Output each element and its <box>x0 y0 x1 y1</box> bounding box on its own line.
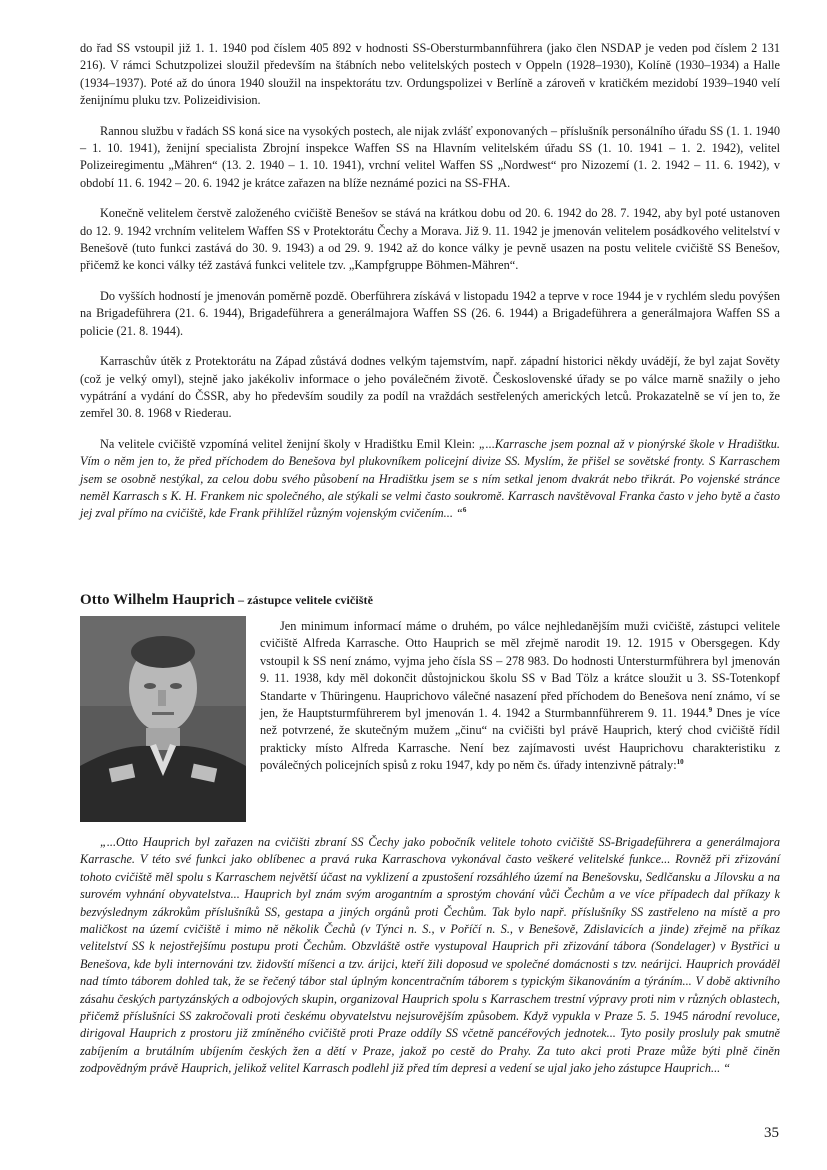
quote-klein <box>80 436 780 523</box>
paragraph-2: Rannou službu v řadách SS koná sice na vysokých postech, ale nijak zvlášť exponovaných – příslušník personálního úřadu SS (1. 1. 1940 – 1. 10. 1941), ženijní specialista Zbrojní inspekce Waffen SS na Hlavním velitelském úřadu SS (1. 10. 1941 – 1. 2. 1942), velitel Polizeiregimentu „Mähren“ (13. 2. 1940 – 1. 10. 1941), vrchní velitel Waffen SS „Nordwest“ pro Nizozemí (1. 2. 1942 – 11. 6. 1942), v období 11. 6. 1942 – 20. 6. 1942 je krátce zařazen na blíže neznámé pozici na SS-FHA. <box>80 123 780 190</box>
portrait-photo <box>80 616 246 822</box>
hauprich-section <box>80 590 780 1078</box>
quote-klein-text: „...Karrasche jsem poznal až v pionýrské škole v Hradištku. Vím o něm jen to, že před příchodem do Benešova byl plukovníkem policejní divize SS. Myslím, že přišel se sovětské fronty. S Karraschem jsem se osobně nestýkal, za celou dobu svého působení na Hradištku jsem se s ním setkal jenom dvakrát nebo třikrát. Po vojenské stránce neměl Karrasch s K. H. Frankem nic společného, ale stýkali se velmi často soukromě. Karrasch navštěvoval Franka často v jeho bytě a často jej zval přímo na cvičiště, kde Frank přihlížel různým vojenským cvičením... “ <box>80 436 780 521</box>
section-body-a: Jen minimum informací máme o druhém, po válce nejhledanějším muži cvičiště, zástupci velitele cvičiště Alfreda Karrasche. Otto Hauprich se měl zřejmě narodit 19. 12. 1915 v Obersgegen. Kdy vstoupil k SS není známo, vyjma jeho čísla SS – 278 983. Do hodnosti Untersturmführera byl jmenován 9. 11. 1938, kdy měl dokončit důstojnickou školu SS v Bad Tölz a krátce sloužit u 3. SS-Totenkopf Standarte v Thüringenu. Hauprichovo válečné nasazení před příchodem do Benešova není známo, ví se jen, že Hauptsturmführerem byl jmenován 1. 4. 1942 a Sturmbannführerem 9. 11. 1944. <box>260 619 780 721</box>
quote-police-report: „...Otto Hauprich byl zařazen na cvičišti zbraní SS Čechy jako pobočník velitele tohoto cvičiště SS-Brigadeführera a generálmajora Karrasche. V této své funkci jako oblíbenec a pravá ruka Karraschova vykonával často veškeré velitelské funkce... Rovněž při zřizování tohoto cvičiště měl spolu s Karraschem největší účast na vyklizení a zpustošení rozsáhlého území na Benešovsku, Sedlčansku a Jílovsku a na surovém vyhnání obyvatelstva... Hauprich byl znám svým arogantním a sprostým chování vůči Čechům a ve více případech dal příkazy k bezvýslednym zákrokům příslušníků SS, gestapa a jiných orgánů proti Čechům. Tak bylo např. příslušníky SS zastřeleno na místě a pro maličkost na území cvičiště i mimo ně několik Čechů (v Týnci n. S., v Poříčí n. S., v Benešově, Zdislavicích a jinde) zřejmě na příkaz velitelství SS k nejostřejšímu postupu proti Čechům. Obzvláště ostře vystupoval Hauprich při zřizování tábora (Sondelager) v Bystřici u Benešova, kde byli internováni tzv. židovští míšenci a tzv. árijci, kteří žili doposud ve společné domácnosti s tzv. neárijci. Hauprich prováděl nad tímto táborem dohled tak, že se řečený tábor stal úplným koncentračním táborem s typickým šikanováním a týráním... V době aktivního zásahu českých partyzánských a odbojových skupin, organizoval Hauprich spolu s Karraschem trestní výpravy proti nim v různých oblastech, přičemž příslušníci SS zakročovali proti českému obyvatelstvu nejsurovějším způsobem. Když vypukla v Praze 5. 5. 1945 národní revoluce, dirigoval Hauprich z prostoru již zmíněného cvičiště proti Praze oddíly SS včetně pancéřových jednotek... Tyto posily prosluly pak smutně zabíjením a brutálním ubíjením českých žen a dětí v Praze, jakož po cestě do Prahy. Za tuto akci proti Praze může býti plně činěn zodpovědným právě Hauprich, jelikož velitel Karrasch podlehl již před tím depresi a vedení se ujal jako jeho zástupce Hauprich... “ <box>80 835 780 1076</box>
section-body-b: Dnes je více než potvrzené, že skutečným mužem „činu“ na cvičišti byl právě Hauprich, který chod cvičiště řídil prakticky místo Alfreda Karrasche. Není bez zajímavosti uvést Hauprichovu charakteristiku z poválečných policejních spisů z roku 1947, kdy po něm čs. úřady intenzivně pátraly: <box>260 706 780 773</box>
footnote-ref-9: 9 <box>708 705 713 714</box>
quote-klein-lead: Na velitele cvičiště vzpomíná velitel ženijní školy v Hradištku Emil Klein: <box>100 436 479 451</box>
page-body <box>80 40 780 523</box>
paragraph-1: do řad SS vstoupil již 1. 1. 1940 pod číslem 405 892 v hodnosti SS-Obersturmbannführera (jako člen NSDAP je veden pod číslem 2 131 216). V rámci Schutzpolizei sloužil především na štábních nebo velitelských postech v Oppeln (1928–1930), Kolíně (1930–1934) a Halle (1934–1937). Poté až do února 1940 sloužil na inspektorátu tzv. Ordungspolizei v Berlíně a zároveň v kratičkém mezidobí 1939–1940 velí ženijnímu pluku tzv. Polizeidivision. <box>80 41 780 108</box>
section-title-name: Otto Wilhelm Hauprich <box>80 592 235 608</box>
paragraph-4: Do vyšších hodností je jmenován poměrně pozdě. Oberführera získává v listopadu 1942 a teprve v roce 1944 je v rychlém sledu povýšen na Brigadeführera (21. 6. 1944), Brigadeführera a generálmajora Waffen SS (26. 6. 1944) a Brigadeführera a generálmajora Waffen SS a policie (21. 8. 1944). <box>80 288 780 338</box>
section-title <box>80 590 780 610</box>
footnote-ref-10: 10 <box>676 758 684 767</box>
paragraph-3: Konečně velitelem čerstvě založeného cvičiště Benešov se stává na krátkou dobu od 20. 6. 1942 do 28. 7. 1942, aby byl poté ustanoven do 12. 9. 1942 vrchním velitelem Waffen SS v Protektorátu Čechy a Morava. Již 9. 11. 1942 je jmenován velitelem posádkového velitelství v Benešově (tuto funkci zastává do 30. 9. 1943) a od 29. 9. 1942 až do konce války je pevně usazen na postu velitele cvičiště SS Benešov, přičemž ke konci války též zastává funkci velitele tzv. „Kampfgruppe Böhmen-Mähren“. <box>80 206 780 273</box>
paragraph-5: Karraschův útěk z Protektorátu na Západ zůstává dodnes velkým tajemstvím, např. západní historici někdy uvádějí, že byl zajat Sověty (což je velký omyl), stejně jako jakékoliv informace o jeho poválečném životě. Československé úřady se po válce marně snažily o jeho vypátrání a vydání do ČSSR, aby ho především soudily za podíl na vraždách sestřelených amerických letců. Prokazatelně se ví jen to, že zemřel 30. 8. 1968 v Riederau. <box>80 354 780 421</box>
footnote-ref-6: 6 <box>462 506 467 515</box>
section-subtitle: – zástupce velitele cvičiště <box>234 593 374 607</box>
portrait-illustration <box>80 616 246 822</box>
page-number: 35 <box>764 1125 779 1141</box>
